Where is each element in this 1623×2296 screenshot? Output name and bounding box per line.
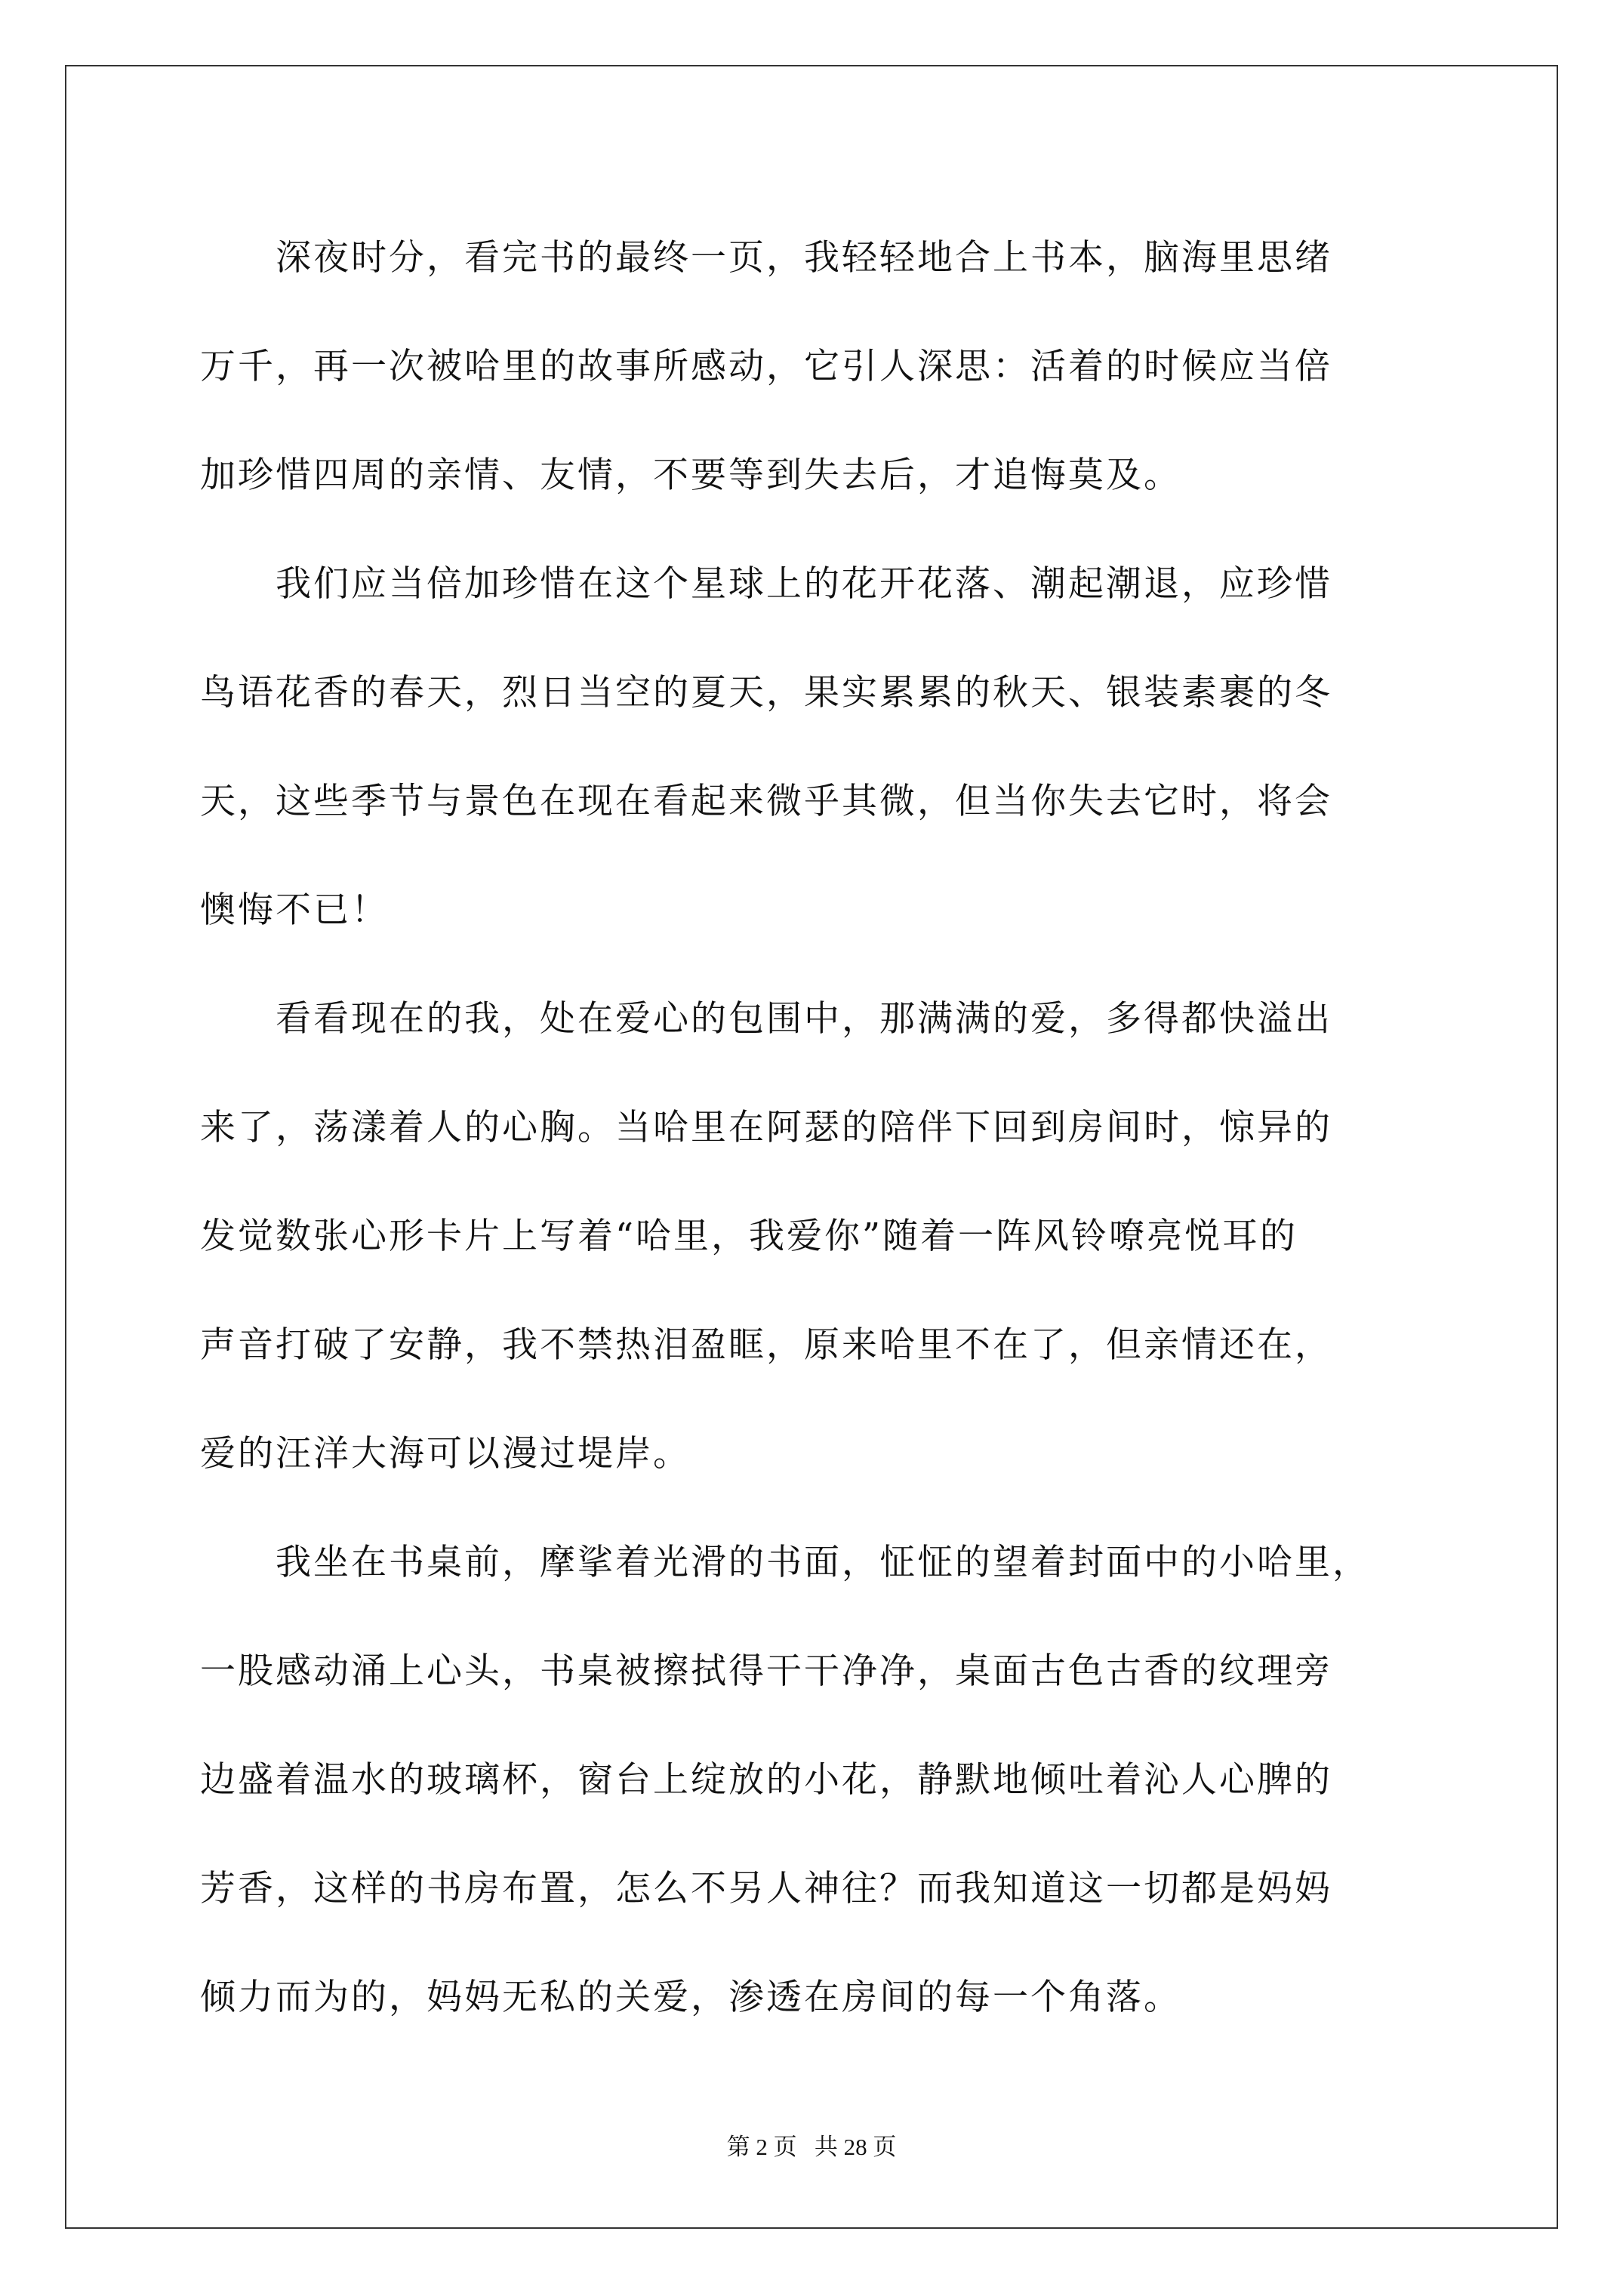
paragraph-1: [200, 204, 1446, 530]
text-line: 天，这些季节与景色在现在看起来微乎其微，但当你失去它时，将会: [200, 781, 1332, 822]
text-line: 我们应当倍加珍惜在这个星球上的花开花落、潮起潮退，应珍惜: [276, 563, 1332, 605]
text-line: 万千，再一次被哈里的故事所感动，它引人深思：活着的时候应当倍: [200, 346, 1332, 387]
text-line: 边盛着温水的玻璃杯，窗台上绽放的小花，静默地倾吐着沁人心脾的: [200, 1759, 1332, 1801]
text-line: 倾力而为的，妈妈无私的关爱，渗透在房间的每一个角落。: [200, 1977, 1181, 2018]
text-line: 一股感动涌上心头，书桌被擦拭得干干净净，桌面古色古香的纹理旁: [200, 1650, 1332, 1692]
page-footer: [0, 2128, 1623, 2162]
paragraph-2: [200, 530, 1446, 965]
text-line: 声音打破了安静，我不禁热泪盈眶，原来哈里不在了，但亲情还在，: [200, 1324, 1332, 1366]
text-line: 鸟语花香的春天，烈日当空的夏天，果实累累的秋天、银装素裹的冬: [200, 672, 1332, 713]
text-line: 深夜时分，看完书的最终一页，我轻轻地合上书本，脑海里思绪: [276, 237, 1332, 279]
text-line: 我坐在书桌前，摩挲着光滑的书面，怔怔的望着封面中的小哈里，: [276, 1542, 1370, 1583]
page-total: 共 28 页: [814, 2134, 897, 2160]
text-line: 看看现在的我，处在爱心的包围中，那满满的爱，多得都快溢出: [276, 998, 1332, 1040]
text-line: 爱的汪洋大海可以漫过堤岸。: [200, 1433, 691, 1475]
text-line: 发觉数张心形卡片上写着“哈里，我爱你”随着一阵风铃嘹亮悦耳的: [200, 1216, 1298, 1257]
text-line: 来了，荡漾着人的心胸。当哈里在阿瑟的陪伴下回到房间时，惊异的: [200, 1107, 1332, 1148]
document-body: [200, 204, 1446, 2052]
page-number: 第 2 页: [726, 2134, 797, 2160]
paragraph-4: [200, 1509, 1446, 2052]
text-line: 加珍惜四周的亲情、友情，不要等到失去后，才追悔莫及。: [200, 455, 1181, 496]
text-line: 懊悔不已！: [200, 889, 389, 931]
paragraph-3: [200, 965, 1446, 1509]
text-line: 芳香，这样的书房布置，怎么不另人神往？而我知道这一切都是妈妈: [200, 1868, 1332, 1909]
